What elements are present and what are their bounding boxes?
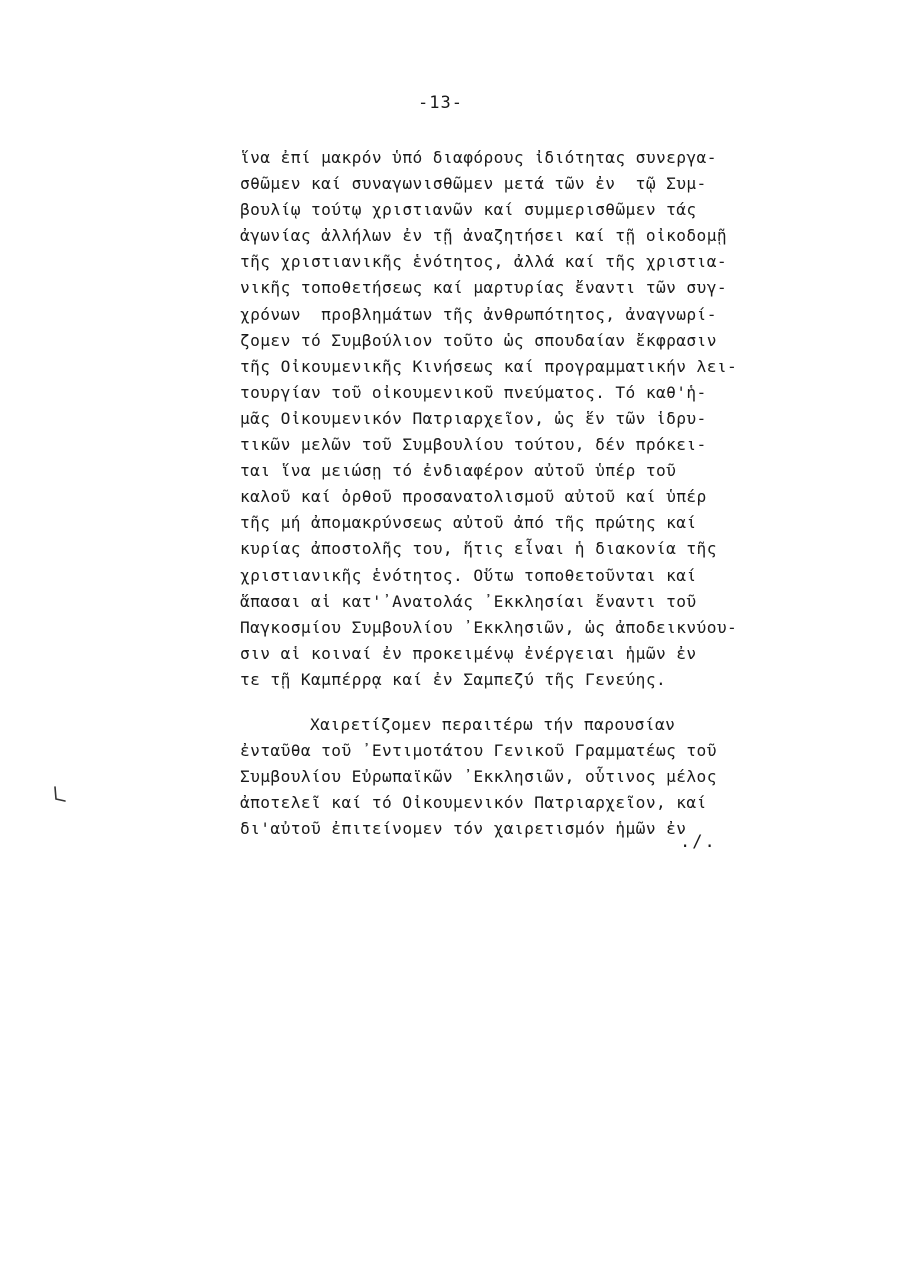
text-line: βουλίῳ τούτῳ χριστιανῶν καί συμμερισθῶμεν τάς (240, 200, 697, 220)
text-line: τικῶν μελῶν τοῦ Συμβουλίου τούτου, δέν πρόκει- (240, 435, 707, 455)
text-line: Παγκοσμίου Συμβουλίου ᾿Εκκλησιῶν, ὡς ἀποδεικνύου- (240, 617, 738, 637)
text-line: σιν αἱ κοιναί ἐν προκειμένῳ ἐνέργειαι ἡμῶν ἐν (240, 643, 697, 663)
text-line: τῆς χριστιανικῆς ἑνότητος, ἀλλά καί τῆς χριστια- (240, 252, 727, 272)
text-line: χρόνων προβλημάτων τῆς ἀνθρωπότητος, ἀναγνωρί- (240, 304, 717, 324)
text-line: ἐνταῦθα τοῦ ᾿Εντιμοτάτου Γενικοῦ Γραμματέως τοῦ (240, 741, 717, 761)
text-line: δι'αὐτοῦ ἐπιτείνομεν τόν χαιρετισμόν ἡμῶν ἐν (240, 819, 687, 839)
pencil-tick-mark-icon (52, 785, 68, 803)
text-line: τῆς Οἰκουμενικῆς Κινήσεως καί προγραμματικήν λει- (240, 356, 738, 376)
text-line: ἀποτελεῖ καί τό Οἰκουμενικόν Πατριαρχεῖον, καί (240, 793, 707, 813)
paragraph-2 (240, 712, 780, 842)
text-line: νικῆς τοποθετήσεως καί μαρτυρίας ἔναντι τῶν συγ- (240, 278, 727, 298)
text-line: τῆς μή ἀπομακρύνσεως αὐτοῦ ἀπό τῆς πρώτης καί (240, 513, 697, 533)
text-line: μᾶς Οἰκουμενικόν Πατριαρχεῖον, ὡς ἕν τῶν ἱδρυ- (240, 408, 707, 428)
text-line: τε τῇ Καμπέρρᾳ καί ἐν Σαμπεζύ τῆς Γενεύης. (240, 669, 667, 689)
continuation-mark: ./. (680, 832, 717, 852)
text-line: ζομεν τό Συμβούλιον τοῦτο ὡς σπουδαίαν ἔκφρασιν (240, 330, 717, 350)
text-line: τουργίαν τοῦ οἰκουμενικοῦ πνεύματος. Τό καθ'ἡ- (240, 382, 707, 402)
paragraph-1 (240, 145, 780, 693)
text-line: χριστιανικῆς ἑνότητος. Οὕτω τοποθετοῦνται καί (240, 565, 697, 585)
page-number: -13- (418, 93, 463, 113)
paragraph-spacer (240, 693, 780, 712)
text-line: σθῶμεν καί συναγωνισθῶμεν μετά τῶν ἐν τῷ Συμ- (240, 174, 707, 194)
text-line: ἀγωνίας ἀλλήλων ἐν τῇ ἀναζητήσει καί τῇ οἰκοδομῇ (240, 226, 727, 246)
text-line: ἵνα ἐπί μακρόν ὑπό διαφόρους ἰδιότητας συνεργα- (240, 148, 717, 167)
text-line: ται ἵνα μειώσῃ τό ἐνδιαφέρον αὐτοῦ ὑπέρ τοῦ (240, 461, 677, 481)
text-line: καλοῦ καί ὀρθοῦ προσανατολισμοῦ αὐτοῦ καί ὑπέρ (240, 487, 707, 507)
text-line: Συμβουλίου Εὐρωπαϊκῶν ᾿Εκκλησιῶν, οὗτινος μέλος (240, 767, 717, 787)
text-line: ἅπασαι αἱ κατ'᾿Ανατολάς ᾿Εκκλησίαι ἔναντι τοῦ (240, 591, 697, 611)
text-line: Χαιρετίζομεν περαιτέρω τήν παρουσίαν (310, 714, 676, 734)
text-line: κυρίας ἀποστολῆς του, ἥτις εἶναι ἡ διακονία τῆς (240, 539, 717, 559)
body-text (240, 145, 780, 842)
